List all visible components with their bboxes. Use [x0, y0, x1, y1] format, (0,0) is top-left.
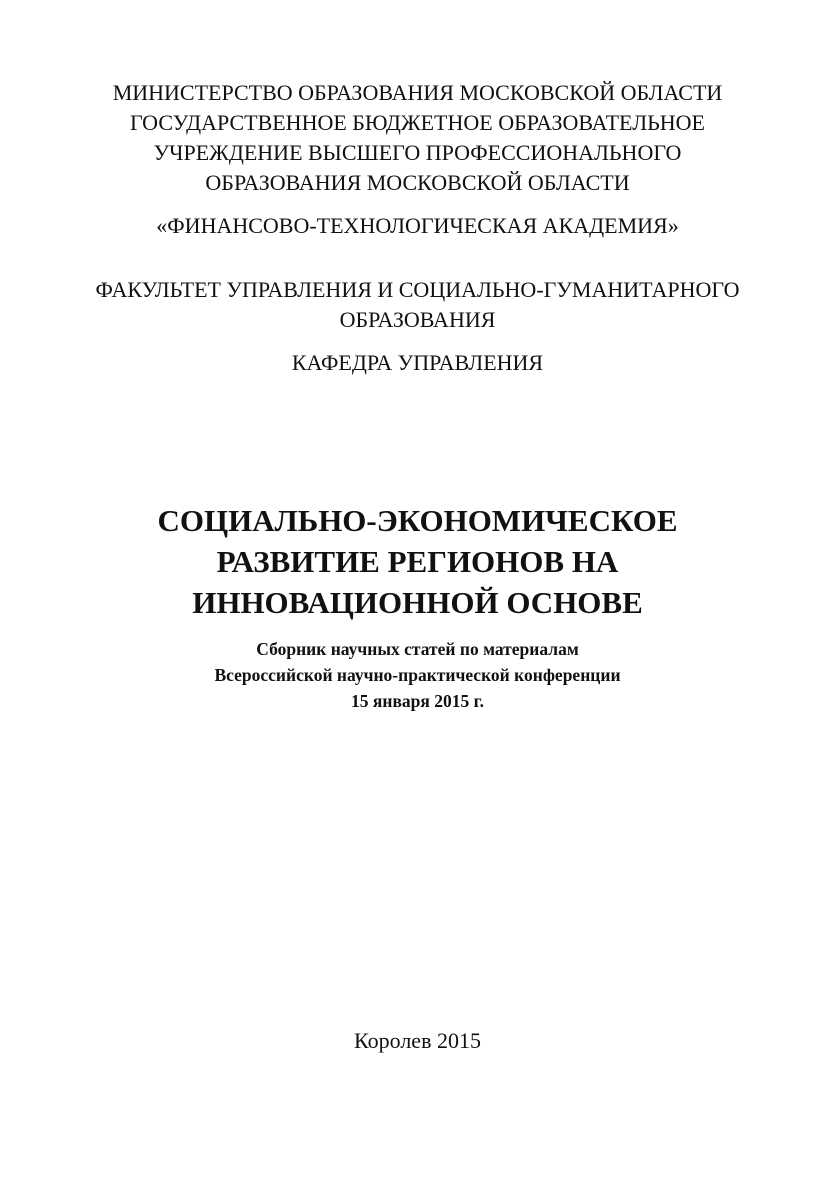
ministry-line-3: УЧРЕЖДЕНИЕ ВЫСШЕГО ПРОФЕССИОНАЛЬНОГО: [153, 140, 682, 165]
academy-name: «ФИНАНСОВО-ТЕХНОЛОГИЧЕСКАЯ АКАДЕМИЯ»: [156, 213, 679, 238]
subtitle-line-1: Сборник научных статей по материалам: [256, 639, 579, 659]
ministry-line-4: ОБРАЗОВАНИЯ МОСКОВСКОЙ ОБЛАСТИ: [205, 170, 630, 195]
title-line-2: РАЗВИТИЕ РЕГИОНОВ НА: [216, 544, 619, 579]
subtitle-line-2: Всероссийской научно-практической конференции: [214, 665, 621, 685]
faculty-line-1: ФАКУЛЬТЕТ УПРАВЛЕНИЯ И СОЦИАЛЬНО-ГУМАНИТАРНОГО: [95, 277, 740, 302]
place-year: Королев 2015: [354, 1028, 481, 1053]
title-line-3: ИННОВАЦИОННОЙ ОСНОВЕ: [192, 585, 643, 620]
subtitle-line-3: 15 января 2015 г.: [351, 691, 484, 711]
department-name: КАФЕДРА УПРАВЛЕНИЯ: [291, 350, 544, 375]
ministry-line-1: МИНИСТЕРСТВО ОБРАЗОВАНИЯ МОСКОВСКОЙ ОБЛАСТИ: [112, 80, 723, 105]
ministry-line-2: ГОСУДАРСТВЕННОЕ БЮДЖЕТНОЕ ОБРАЗОВАТЕЛЬНОЕ: [130, 110, 705, 135]
title-line-1: СОЦИАЛЬНО-ЭКОНОМИЧЕСКОЕ: [157, 503, 678, 538]
faculty-line-2: ОБРАЗОВАНИЯ: [339, 307, 496, 332]
